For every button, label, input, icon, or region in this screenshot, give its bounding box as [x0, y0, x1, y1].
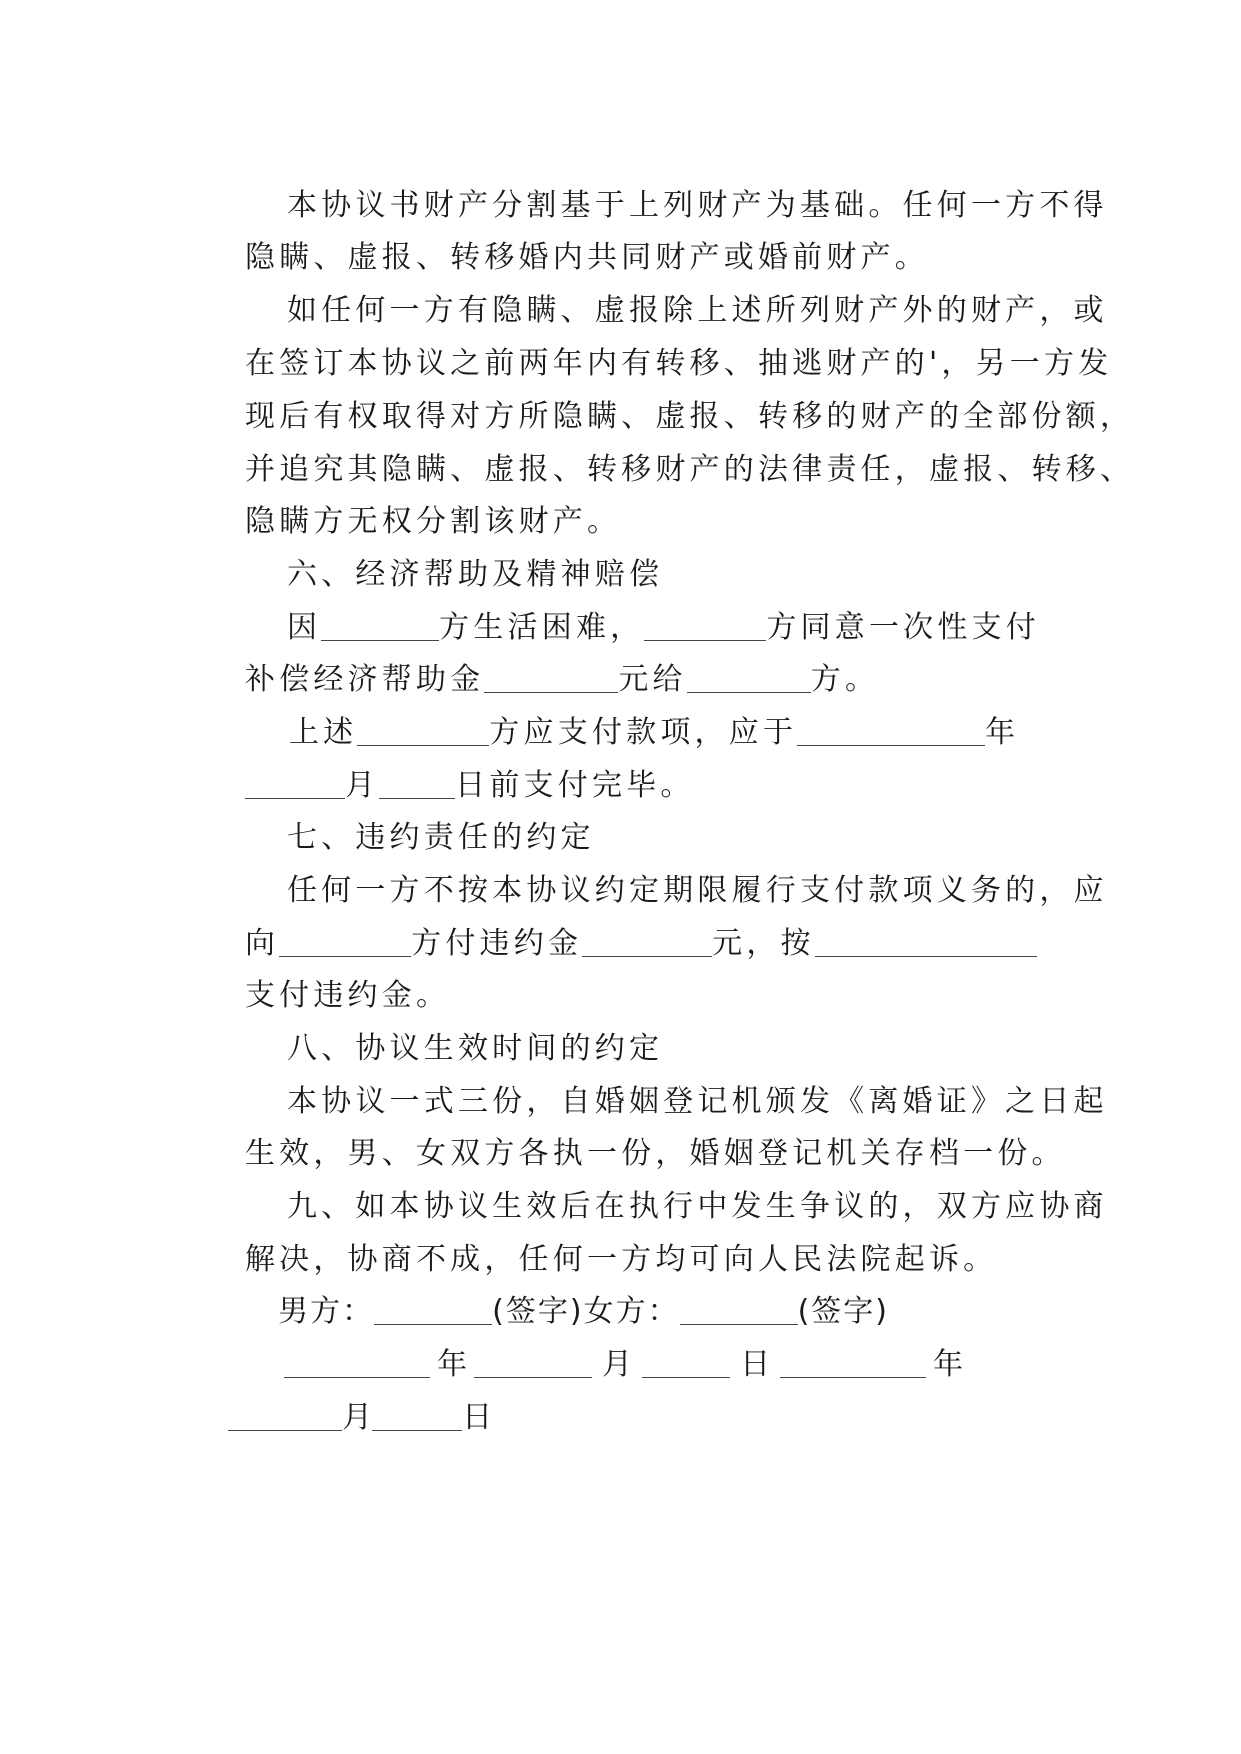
text: 元，按 [712, 926, 815, 961]
text: 补偿经济帮助金 [244, 662, 485, 697]
text: 方应支付款项，应于 [489, 715, 798, 750]
text: 如任何一方有隐瞒、虚报除上述所列财产外的财产，或 [286, 293, 1108, 328]
day-label: 日 [740, 1347, 771, 1382]
paragraph-line [190, 884, 1070, 961]
text: 元给 [618, 662, 687, 697]
section-6-heading: 六、经济帮助及精神赔偿 [286, 557, 664, 592]
paragraph-line [190, 410, 1135, 487]
text: 方同意一次性支付 [766, 610, 1040, 645]
text: 现后有权取得对方所隐瞒、虚报、转移的财产的全部份额， [244, 399, 1135, 434]
paragraph-line [190, 726, 1070, 803]
text: 九、如本协议生效后在执行中发生争议的，双方应协商 [286, 1189, 1108, 1224]
day-blank[interactable] [372, 1400, 462, 1431]
paragraph-line [232, 831, 1108, 908]
text: 方付违约金 [411, 926, 583, 961]
year-label: 年 [933, 1347, 964, 1382]
text: 上述 [288, 715, 358, 750]
paragraph-line [190, 304, 1113, 381]
paragraph-line [232, 146, 1108, 223]
text: 向 [244, 926, 280, 961]
female-label: 女方： [583, 1294, 680, 1329]
text: 方。 [810, 662, 880, 697]
text: 本协议书财产分割基于上列财产为基础。任何一方不得 [286, 188, 1108, 223]
date-line [190, 1358, 1070, 1435]
paragraph-line [190, 936, 1070, 1013]
paragraph-line [232, 251, 1108, 328]
sign-note: (签字) [492, 1294, 584, 1329]
text: 并追究其隐瞒、虚报、转移财产的法律责任，虚报、转移、 [244, 452, 1135, 487]
text: 在签订本协议之前两年内有转移、抽逃财产的'，另一方发 [244, 346, 1113, 381]
text: 生效，男、女双方各执一份，婚姻登记机关存档一份。 [244, 1136, 1066, 1171]
text: 隐瞒方无权分割该财产。 [244, 504, 622, 539]
paragraph-line [232, 1042, 1108, 1119]
paragraph-line [190, 462, 1070, 539]
text: 年 [985, 715, 1020, 750]
text: 解决，协商不成，任何一方均可向人民法院起诉。 [244, 1242, 998, 1277]
date-line [246, 1305, 964, 1382]
sign-note: (签字) [797, 1294, 889, 1329]
paragraph-line [232, 1147, 1108, 1224]
signature-line [232, 1252, 1112, 1329]
text: 月 [344, 768, 380, 803]
text: 隐瞒、虚报、转移婚内共同财产或婚前财产。 [244, 240, 929, 275]
day-label: 日 [462, 1400, 493, 1435]
paragraph-line [190, 357, 1135, 434]
section-heading [232, 778, 1112, 855]
paragraph-line [190, 1094, 1070, 1171]
section-heading [232, 515, 1112, 592]
month-label: 月 [602, 1347, 633, 1382]
paragraph-line [190, 198, 1070, 275]
paragraph-line [232, 568, 1040, 645]
paragraph-line [190, 620, 1070, 697]
text: 本协议一式三份，自婚姻登记机颁发《离婚证》之日起 [286, 1084, 1108, 1119]
month-label: 月 [342, 1400, 373, 1435]
paragraph-line [190, 1200, 1070, 1277]
section-7-heading: 七、违约责任的约定 [286, 820, 595, 855]
section-heading [232, 989, 1112, 1066]
text: 日前支付完毕。 [455, 768, 695, 803]
month-blank[interactable] [228, 1400, 342, 1431]
text: 支付违约金。 [244, 978, 451, 1013]
year-label: 年 [437, 1347, 468, 1382]
text: 任何一方不按本协议约定期限履行支付款项义务的，应 [286, 873, 1108, 908]
male-label: 男方： [278, 1294, 375, 1329]
paragraph-line [234, 673, 1020, 750]
section-8-heading: 八、协议生效时间的约定 [286, 1031, 664, 1066]
text: 方生活困难， [439, 610, 645, 645]
text: 因 [286, 610, 322, 645]
